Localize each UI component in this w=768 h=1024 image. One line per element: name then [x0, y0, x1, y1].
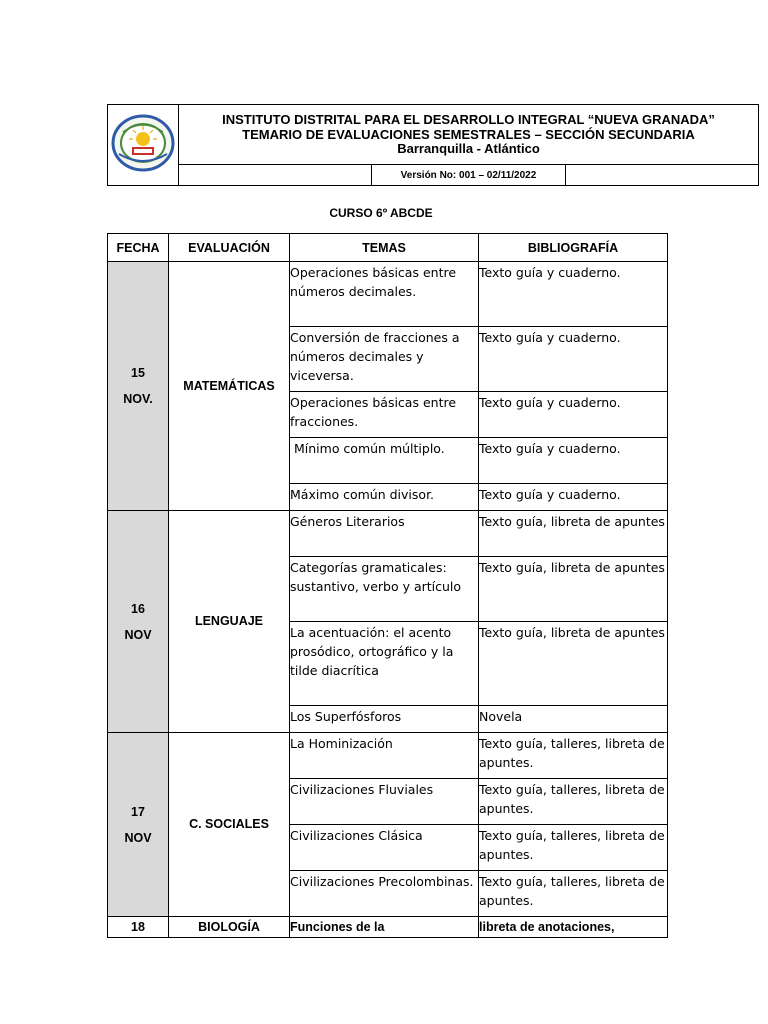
date-month: NOV — [124, 627, 152, 642]
location: Barranquilla - Atlántico — [397, 141, 540, 157]
course-title: CURSO 6º ABCDE — [329, 206, 433, 220]
subject-name: BIOLOGÍA — [198, 919, 260, 934]
date-cell — [108, 511, 169, 733]
bibliography-cell: Texto guía y cuaderno. — [479, 392, 668, 438]
table-row — [108, 733, 668, 779]
bibliography-cell: Texto guía y cuaderno. — [479, 438, 668, 484]
subject-name: LENGUAJE — [194, 614, 264, 628]
topic-cell: Géneros Literarios — [290, 511, 479, 557]
topic-cell: Civilizaciones Clásica — [290, 825, 479, 871]
col-header-evaluacion: EVALUACIÓN — [169, 234, 290, 262]
col-header-fecha: FECHA — [108, 234, 169, 262]
logo-cell — [108, 105, 179, 186]
header-title — [179, 105, 759, 165]
bibliography-cell: Texto guía y cuaderno. — [479, 262, 668, 327]
bibliography-cell: Texto guía, libreta de apuntes — [479, 557, 668, 622]
table-row — [108, 917, 668, 938]
exam-schedule-table — [107, 233, 668, 938]
subject-cell — [169, 733, 290, 917]
date-day: 18 — [131, 919, 145, 934]
topic-cell: Operaciones básicas entre números decimales. — [290, 262, 479, 327]
topic-cell: Operaciones básicas entre fracciones. — [290, 392, 479, 438]
subject-cell — [169, 262, 290, 511]
document-header — [107, 104, 759, 186]
version-label: Versión No: 001 – 02/11/2022 — [372, 165, 565, 186]
bibliography-cell: Texto guía, talleres, libreta de apuntes. — [479, 825, 668, 871]
subject-name: C. SOCIALES — [189, 817, 269, 831]
date-month: NOV. — [123, 392, 153, 406]
date-day: 15 — [131, 366, 145, 380]
bibliography-cell: Texto guía, libreta de apuntes — [479, 622, 668, 706]
topic-cell: Los Superfósforos — [290, 706, 479, 733]
date-cell — [108, 917, 169, 938]
subject-cell — [169, 511, 290, 733]
header-blank-cell-2 — [565, 165, 758, 186]
topic-cell: Mínimo común múltiplo. — [290, 438, 479, 484]
bibliography-cell: Texto guía y cuaderno. — [479, 484, 668, 511]
topic-cell: Conversión de fracciones a números decimales y viceversa. — [290, 327, 479, 392]
institution-name: INSTITUTO DISTRITAL PARA EL DESARROLLO INTEGRAL “NUEVA GRANADA” — [222, 112, 715, 128]
table-header-row — [108, 234, 668, 262]
subject-name: MATEMÁTICAS — [183, 378, 275, 393]
topic-cell: Civilizaciones Fluviales — [290, 779, 479, 825]
bibliography-cell: libreta de anotaciones, — [479, 917, 668, 938]
topic-cell: La Hominización — [290, 733, 479, 779]
bibliography-cell: Texto guía, libreta de apuntes — [479, 511, 668, 557]
topic-cell: Civilizaciones Precolombinas. — [290, 871, 479, 917]
date-cell — [108, 262, 169, 511]
school-logo — [111, 114, 175, 172]
topic-cell: Funciones de la — [290, 917, 479, 938]
bibliography-cell: Texto guía y cuaderno. — [479, 327, 668, 392]
topic-cell: Máximo común divisor. — [290, 484, 479, 511]
date-cell — [108, 733, 169, 917]
date-day: 17 — [131, 804, 145, 819]
date-month: NOV — [124, 830, 152, 845]
table-row — [108, 511, 668, 557]
table-row — [108, 262, 668, 327]
bibliography-cell: Texto guía, talleres, libreta de apuntes. — [479, 779, 668, 825]
topic-cell: La acentuación: el acento prosódico, ortográfico y la tilde diacrítica — [290, 622, 479, 706]
topic-cell: Categorías gramaticales: sustantivo, verbo y artículo — [290, 557, 479, 622]
col-header-bibliografia: BIBLIOGRAFÍA — [479, 234, 668, 262]
document-title: TEMARIO DE EVALUACIONES SEMESTRALES – SECCIÓN SECUNDARIA — [242, 126, 695, 142]
subject-cell — [169, 917, 290, 938]
col-header-temas: TEMAS — [290, 234, 479, 262]
date-day: 16 — [131, 601, 145, 616]
bibliography-cell: Novela — [479, 706, 668, 733]
bibliography-cell: Texto guía, talleres, libreta de apuntes. — [479, 733, 668, 779]
bibliography-cell: Texto guía, talleres, libreta de apuntes. — [479, 871, 668, 917]
header-blank-cell-1 — [179, 165, 372, 186]
